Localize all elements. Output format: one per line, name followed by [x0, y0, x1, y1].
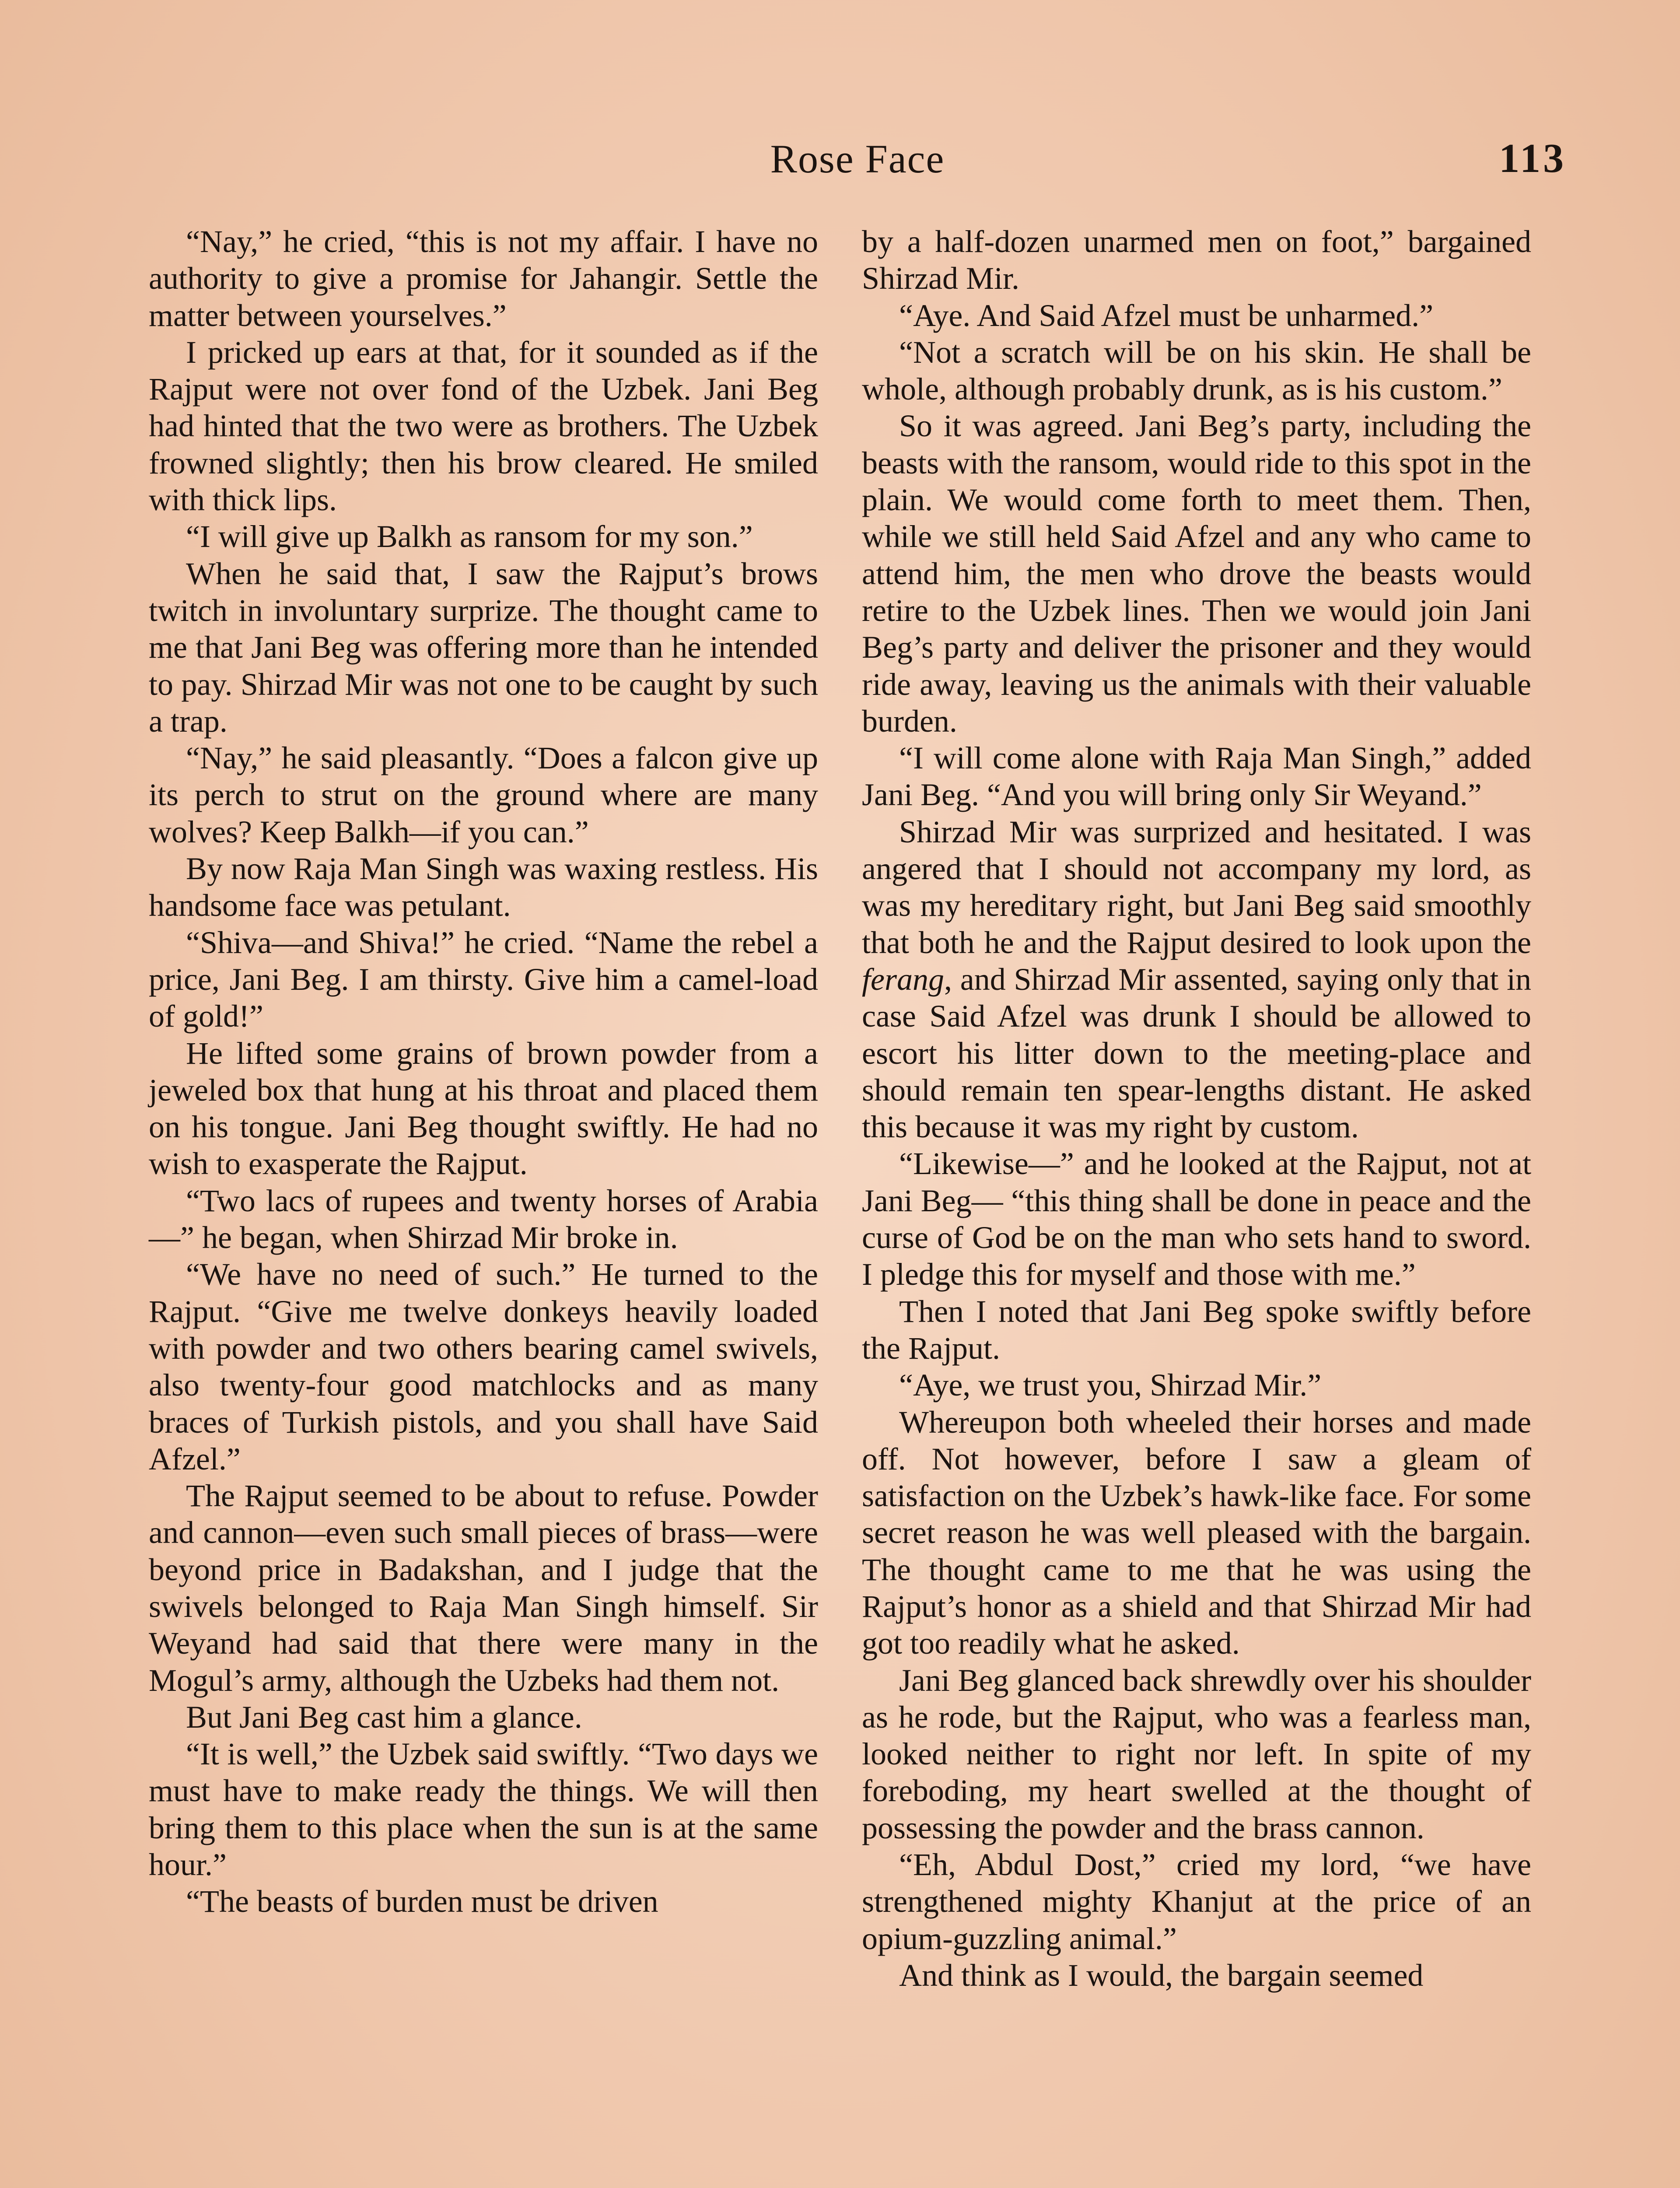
right-column — [862, 223, 1531, 1994]
paragraph: “Likewise—” and he looked at the Rajput, not at Jani Beg— “this thing shall be done in peace and the curse of God be on the man who sets hand to sword. I pledge this for myself and those with me.” — [862, 1146, 1531, 1292]
left-column — [149, 223, 818, 1920]
paragraph: Jani Beg glanced back shrewdly over his shoulder as he rode, but the Rajput, who was a fearless man, looked neither to right nor left. In spite of my foreboding, my heart swelled at the thought of possessing the powder and the brass cannon. — [862, 1662, 1531, 1845]
page-header — [149, 127, 1566, 197]
paragraph: “We have no need of such.” He turned to the Rajput. “Give me twelve donkeys heavily loaded with powder and two others bearing camel swivels, also twenty-four good matchlocks and as many braces of Turkish pistols, and you shall have Said Afzel.” — [149, 1257, 818, 1476]
paragraph: “It is well,” the Uzbek said swiftly. “Two days we must have to make ready the things. We will then bring them to this place when the sun is at the same hour.” — [149, 1736, 818, 1883]
paragraph: And think as I would, the bargain seemed — [899, 1957, 1424, 1993]
paragraph: Then I noted that Jani Beg spoke swiftly before the Rajput. — [862, 1294, 1531, 1366]
paragraph: When he said that, I saw the Rajput’s brows twitch in involuntary surprize. The thought came to me that Jani Beg was offering more than he intended to pay. Shirzad Mir was not one to be caught by such a trap. — [149, 556, 818, 739]
paragraph: So it was agreed. Jani Beg’s party, including the beasts with the ransom, would ride to this spot in the plain. We would come forth to meet them. Then, while we still held Said Afzel and any who came to attend him, the men who drove the beasts would retire to the Uzbek lines. Then we would join Jani Beg’s party and deliver the prisoner and they would ride away, leaving us the animals with their valuable burden. — [862, 408, 1531, 739]
paragraph: “Not a scratch will be on his skin. He shall be whole, although probably drunk, as is his custom.” — [862, 334, 1531, 407]
paragraph: I pricked up ears at that, for it sounded as if the Rajput were not over fond of the Uzbek. Jani Beg had hinted that the two were as brothers. The Uzbek frowned slightly; then his brow cleared. He smiled with thick lips. — [149, 334, 818, 518]
paragraph: “Two lacs of rupees and twenty horses of Arabia—” he began, when Shirzad Mir broke in. — [149, 1183, 818, 1255]
paragraph: “I will give up Balkh as ransom for my son.” — [186, 519, 753, 554]
paragraph: “Nay,” he said pleasantly. “Does a falcon give up its perch to strut on the ground where are many wolves? Keep Balkh—if you can.” — [149, 740, 818, 849]
paragraph: He lifted some grains of brown powder from a jeweled box that hung at his throat and placed them on his tongue. Jani Beg thought swiftly. He had no wish to exasperate the Rajput. — [149, 1035, 818, 1182]
paragraph: by a half-dozen unarmed men on foot,” bargained Shirzad Mir. — [862, 224, 1531, 296]
paragraph: The Rajput seemed to be about to refuse. Powder and cannon—even such small pieces of brass—were beyond price in Badakshan, and I judge that the swivels belonged to Raja Man Singh himself. Sir Weyand had said that there were many in the Mogul’s army, although the Uzbeks had them not. — [149, 1478, 818, 1698]
paragraph: Whereupon both wheeled their horses and made off. Not however, before I saw a gleam of satisfaction on the Uzbek’s hawk-like face. For some secret reason he was well pleased with the bargain. The thought came to me that he was using the Rajput’s honor as a shield and that Shirzad Mir had got too readily what he asked. — [862, 1404, 1531, 1661]
paragraph: “Aye, we trust you, Shirzad Mir.” — [899, 1368, 1322, 1403]
paragraph: “Aye. And Said Afzel must be unharmed.” — [899, 298, 1434, 333]
paragraph: By now Raja Man Singh was waxing restless. His handsome face was petulant. — [149, 851, 818, 923]
paragraph: “Nay,” he cried, “this is not my affair. I have no authority to give a promise for Jahangir. Settle the matter between yourselves.” — [149, 224, 818, 333]
paragraph: “The beasts of burden must be driven — [186, 1884, 658, 1919]
page-number: 113 — [1499, 136, 1566, 181]
paragraph: “Shiva—and Shiva!” he cried. “Name the rebel a price, Jani Beg. I am thirsty. Give him a camel-load of gold!” — [149, 925, 818, 1034]
running-title: Rose Face — [770, 137, 945, 181]
paragraph: But Jani Beg cast him a glance. — [186, 1699, 582, 1735]
paragraph: “I will come alone with Raja Man Singh,” added Jani Beg. “And you will bring only Sir Weyand.” — [862, 740, 1531, 813]
paragraph: “Eh, Abdul Dost,” cried my lord, “we have strengthened mighty Khanjut at the price of an opium-guzzling animal.” — [862, 1847, 1531, 1956]
paragraph: Shirzad Mir was surprized and hesitated. I was angered that I should not accompany my lord, as was my hereditary right, but Jani Beg said smoothly that both he and the Rajput desired to look upon the ferang, and Shirzad Mir assented, saying only that in case Said Afzel was drunk I should be allowed to escort his litter down to the meeting-place and should remain ten spear-lengths distant. He asked this because it was my right by custom. — [862, 814, 1531, 1145]
